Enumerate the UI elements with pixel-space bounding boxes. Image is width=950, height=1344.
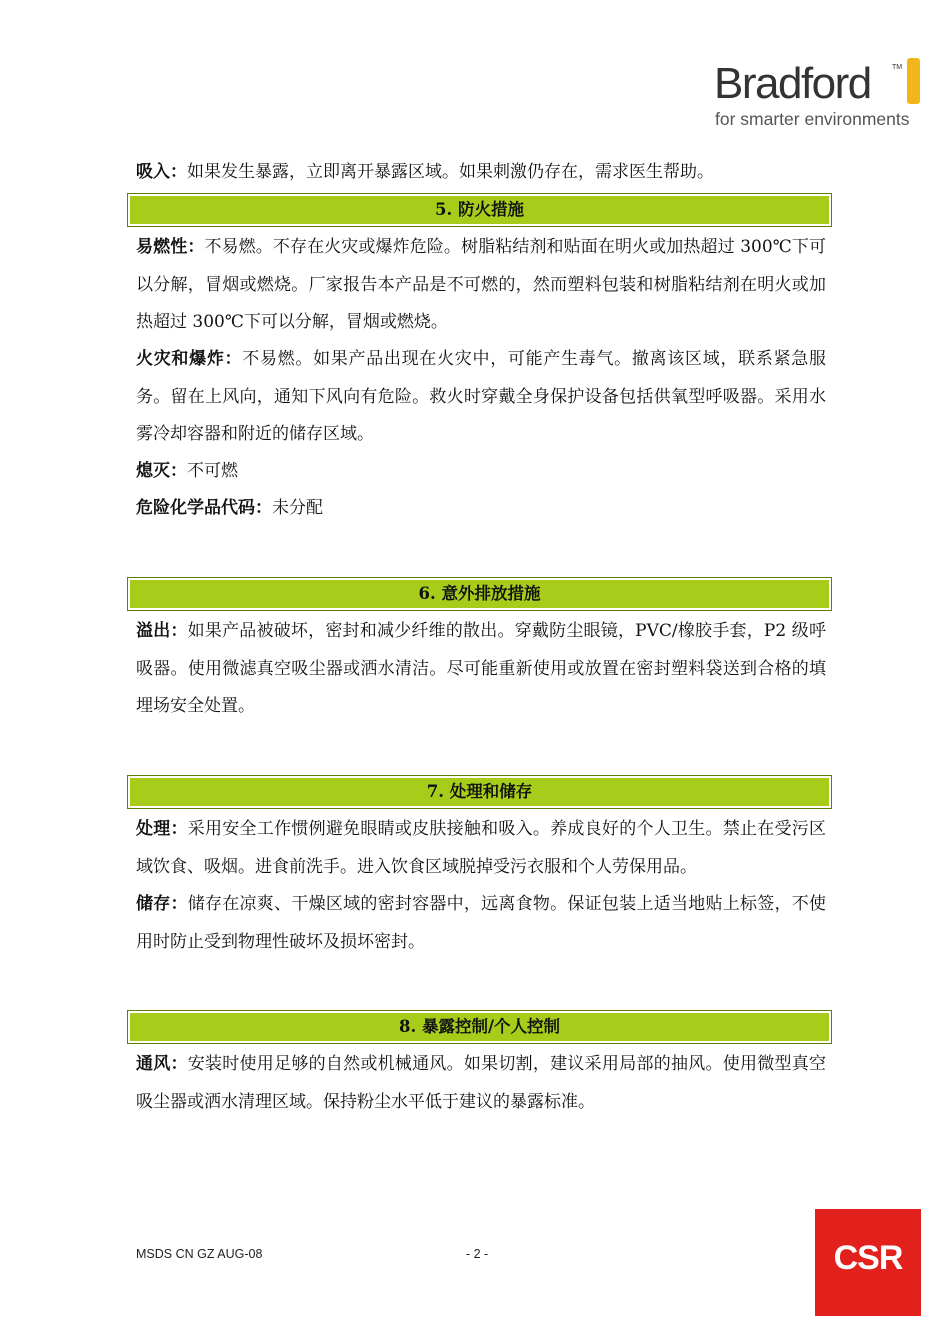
ventilation-paragraph bbox=[136, 1046, 826, 1121]
section-8-title: 8. 暴露控制/个人控制 bbox=[130, 1013, 829, 1041]
section-8-header bbox=[127, 1010, 832, 1044]
section-5-header bbox=[127, 193, 832, 227]
handling-paragraph bbox=[136, 811, 826, 886]
inhalation-paragraph bbox=[136, 154, 826, 192]
fire-explosion-label: 火灾和爆炸： bbox=[136, 349, 243, 369]
hazchem-code-paragraph bbox=[136, 490, 826, 528]
extinguish-paragraph bbox=[136, 453, 826, 491]
bradford-logo bbox=[714, 58, 924, 132]
spill-paragraph bbox=[136, 613, 826, 726]
ventilation-text: 安装时使用足够的自然或机械通风。如果切割，建议采用局部的抽风。使用微型真空吸尘器或洒水清理区域。保持粉尘水平低于建议的暴露标准。 bbox=[136, 1054, 827, 1112]
spill-text: 如果产品被破坏，密封和减少纤维的散出。穿戴防尘眼镜，PVC/橡胶手套，P2 级呼吸器。使用微滤真空吸尘器或洒水清洁。尽可能重新使用或放置在密封塑料袋送到合格的填埋场安全处置。 bbox=[136, 621, 826, 716]
section-7-title: 7. 处理和储存 bbox=[130, 778, 829, 806]
document-code: MSDS CN GZ AUG-08 bbox=[136, 1247, 263, 1261]
section-5-title: 5. 防火措施 bbox=[130, 196, 829, 224]
flammability-paragraph bbox=[136, 229, 826, 342]
flammability-label: 易燃性： bbox=[136, 237, 205, 257]
fire-explosion-text: 不易燃。如果产品出现在火灾中，可能产生毒气。撤离该区域，联系紧急服务。留在上风向，通知下风向有危险。救火时穿戴全身保护设备包括供氧型呼吸器。采用水雾冷却容器和附近的储存区域。 bbox=[136, 349, 827, 444]
extinguish-text: 不可燃 bbox=[187, 461, 238, 481]
spill-label: 溢出： bbox=[136, 621, 188, 641]
hazchem-code-text: 未分配 bbox=[272, 498, 323, 518]
csr-logo-text: CSR bbox=[833, 1239, 903, 1277]
section-6-title: 6. 意外排放措施 bbox=[130, 580, 829, 608]
section-7-header bbox=[127, 775, 832, 809]
flammability-text: 不易燃。不存在火灾或爆炸危险。树脂粘结剂和贴面在明火或加热超过 300℃下可以分解，冒烟或燃烧。厂家报告本产品是不可燃的，然而塑料包装和树脂粘结剂在明火或加热超过 300℃下可以分解，冒烟或燃烧。 bbox=[136, 237, 827, 332]
ventilation-label: 通风： bbox=[136, 1054, 188, 1074]
logo-brand: Bradford bbox=[714, 59, 871, 108]
handling-text: 采用安全工作惯例避免眼睛或皮肤接触和吸入。养成良好的个人卫生。禁止在受污区域饮食、吸烟。进食前洗手。进入饮食区域脱掉受污衣服和个人劳保用品。 bbox=[136, 819, 827, 877]
hazchem-code-label: 危险化学品代码： bbox=[136, 498, 272, 518]
storage-text: 储存在凉爽、干燥区域的密封容器中，远离食物。保证包装上适当地贴上标签，不使用时防止受到物理性破坏及损坏密封。 bbox=[136, 894, 827, 952]
inhalation-text: 如果发生暴露，立即离开暴露区域。如果刺激仍存在，需求医生帮助。 bbox=[187, 162, 714, 182]
fire-explosion-paragraph bbox=[136, 341, 826, 454]
inhalation-label: 吸入： bbox=[136, 162, 187, 182]
logo-trademark: TM bbox=[892, 64, 903, 71]
page-number: - 2 - bbox=[466, 1247, 489, 1261]
section-6-header bbox=[127, 577, 832, 611]
logo-accent-bar bbox=[907, 58, 920, 104]
storage-label: 储存： bbox=[136, 894, 188, 914]
handling-label: 处理： bbox=[136, 819, 188, 839]
extinguish-label: 熄灭： bbox=[136, 461, 187, 481]
storage-paragraph bbox=[136, 886, 826, 961]
csr-logo bbox=[815, 1209, 921, 1316]
logo-tagline: for smarter environments bbox=[715, 109, 910, 129]
